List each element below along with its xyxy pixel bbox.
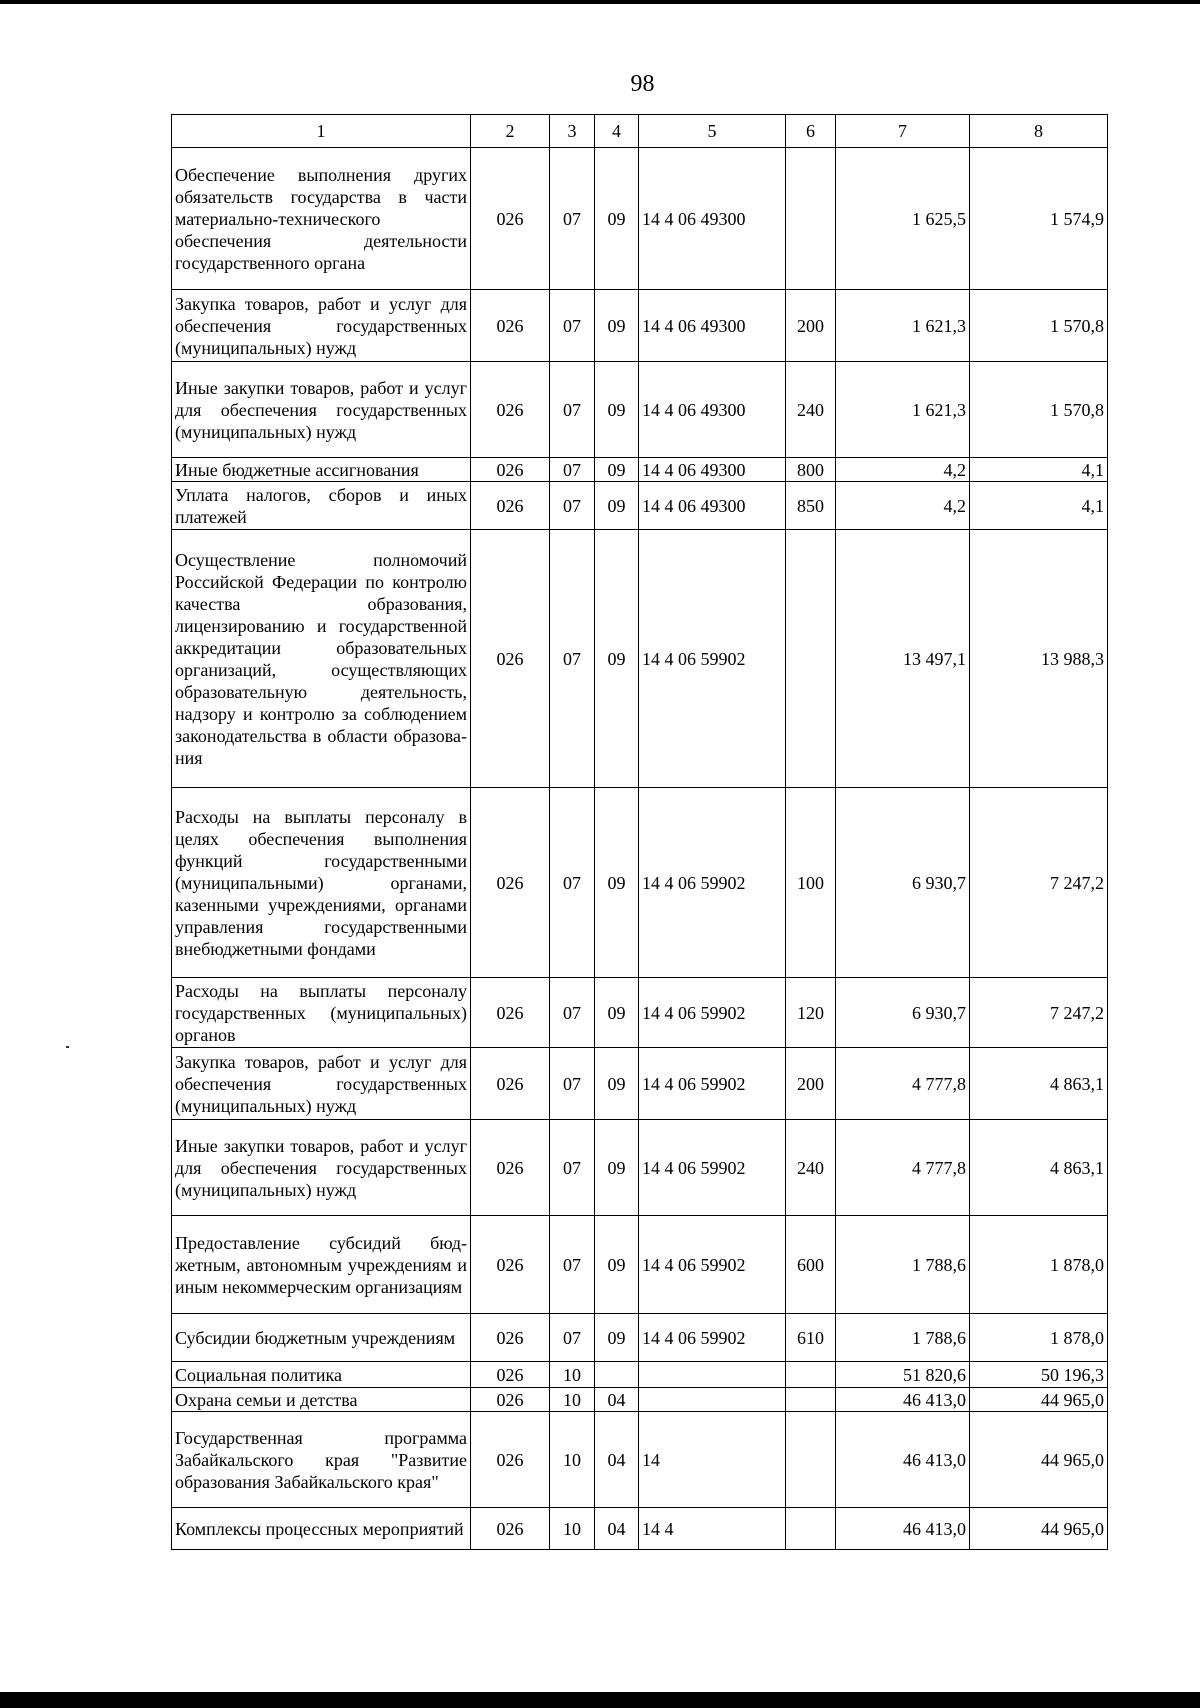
- table-body: [172, 115, 1108, 1550]
- subsection-code-cell: 09: [595, 1216, 639, 1314]
- amount-year2-cell: 4 863,1: [970, 1048, 1108, 1120]
- header-cell: 7: [836, 115, 970, 148]
- item-name-cell: Осуществление полномочий Российской Федерации по контролю качества образования, лицензированию и государственной аккредитации образовательных организаций, осуществляющих образовательную деятельность, надзору и контролю за соблюдением законодательства в области образования: [172, 530, 471, 788]
- subsection-code-cell: 04: [595, 1508, 639, 1550]
- header-cell: 3: [550, 115, 595, 148]
- item-name-cell: Закупка товаров, работ и услуг для обеспечения государственных (муниципальных) нужд: [172, 290, 471, 362]
- expense-type-cell: [786, 1362, 836, 1388]
- section-code-cell: 10: [550, 1388, 595, 1412]
- item-name-cell: Уплата налогов, сборов и иных платежей: [172, 482, 471, 530]
- item-name-cell: Иные закупки товаров, работ и услуг для обеспечения государственных (муниципальных) нужд: [172, 1120, 471, 1216]
- admin-code-cell: 026: [471, 1048, 550, 1120]
- table-row: [172, 1120, 1108, 1216]
- amount-year1-cell: 1 621,3: [836, 362, 970, 458]
- table-row: [172, 1314, 1108, 1362]
- table-row: [172, 1388, 1108, 1412]
- section-code-cell: 07: [550, 458, 595, 482]
- admin-code-cell: 026: [471, 148, 550, 290]
- amount-year2-cell: 13 988,3: [970, 530, 1108, 788]
- subsection-code-cell: 09: [595, 788, 639, 978]
- admin-code-cell: 026: [471, 1412, 550, 1508]
- admin-code-cell: 026: [471, 788, 550, 978]
- amount-year1-cell: 46 413,0: [836, 1508, 970, 1550]
- section-code-cell: 07: [550, 290, 595, 362]
- admin-code-cell: 026: [471, 1120, 550, 1216]
- amount-year1-cell: 4 777,8: [836, 1120, 970, 1216]
- amount-year2-cell: 4,1: [970, 458, 1108, 482]
- admin-code-cell: 026: [471, 458, 550, 482]
- target-article-cell: 14 4 06 59902: [639, 1048, 786, 1120]
- section-code-cell: 07: [550, 362, 595, 458]
- amount-year1-cell: 46 413,0: [836, 1412, 970, 1508]
- section-code-cell: 07: [550, 978, 595, 1048]
- expense-type-cell: 800: [786, 458, 836, 482]
- scan-edge-top: [0, 0, 1200, 4]
- section-code-cell: 07: [550, 788, 595, 978]
- target-article-cell: 14 4 06 49300: [639, 290, 786, 362]
- section-code-cell: 07: [550, 482, 595, 530]
- header-cell: 6: [786, 115, 836, 148]
- amount-year2-cell: 44 965,0: [970, 1388, 1108, 1412]
- amount-year1-cell: 6 930,7: [836, 788, 970, 978]
- expense-type-cell: 200: [786, 290, 836, 362]
- section-code-cell: 07: [550, 1120, 595, 1216]
- section-code-cell: 07: [550, 1314, 595, 1362]
- admin-code-cell: 026: [471, 978, 550, 1048]
- budget-table: [171, 114, 1108, 1550]
- item-name-cell: Государственная программа Забайкальского края "Развитие образования Забайкальского края": [172, 1412, 471, 1508]
- amount-year1-cell: 1 788,6: [836, 1314, 970, 1362]
- expense-type-cell: 600: [786, 1216, 836, 1314]
- expense-type-cell: [786, 1508, 836, 1550]
- item-name-cell: Предоставление субсидий бюджетным, автономным учреждениям и иным некоммерческим организациям: [172, 1216, 471, 1314]
- subsection-code-cell: 09: [595, 1314, 639, 1362]
- subsection-code-cell: 04: [595, 1388, 639, 1412]
- section-code-cell: 10: [550, 1508, 595, 1550]
- expense-type-cell: 610: [786, 1314, 836, 1362]
- amount-year1-cell: 51 820,6: [836, 1362, 970, 1388]
- expense-type-cell: 850: [786, 482, 836, 530]
- table-row: [172, 1048, 1108, 1120]
- subsection-code-cell: 09: [595, 1048, 639, 1120]
- admin-code-cell: 026: [471, 362, 550, 458]
- amount-year2-cell: 4,1: [970, 482, 1108, 530]
- expense-type-cell: 120: [786, 978, 836, 1048]
- subsection-code-cell: [595, 1362, 639, 1388]
- item-name-cell: Социальная политика: [172, 1362, 471, 1388]
- table-row: [172, 1412, 1108, 1508]
- amount-year1-cell: 4 777,8: [836, 1048, 970, 1120]
- item-name-cell: Субсидии бюджетным учреждениям: [172, 1314, 471, 1362]
- item-name-cell: Охрана семьи и детства: [172, 1388, 471, 1412]
- table-row: [172, 482, 1108, 530]
- expense-type-cell: [786, 1388, 836, 1412]
- amount-year2-cell: 7 247,2: [970, 788, 1108, 978]
- expense-type-cell: [786, 1412, 836, 1508]
- header-cell: 8: [970, 115, 1108, 148]
- amount-year2-cell: 1 570,8: [970, 290, 1108, 362]
- target-article-cell: [639, 1388, 786, 1412]
- expense-type-cell: [786, 148, 836, 290]
- header-row: [172, 115, 1108, 148]
- header-cell: 2: [471, 115, 550, 148]
- item-name-cell: Иные закупки товаров, работ и услуг для обеспечения государственных (муниципальных) нужд: [172, 362, 471, 458]
- target-article-cell: 14 4 06 49300: [639, 482, 786, 530]
- amount-year1-cell: 46 413,0: [836, 1388, 970, 1412]
- target-article-cell: [639, 1362, 786, 1388]
- amount-year2-cell: 44 965,0: [970, 1508, 1108, 1550]
- table-row: [172, 1362, 1108, 1388]
- target-article-cell: 14 4 06 59902: [639, 1314, 786, 1362]
- expense-type-cell: [786, 530, 836, 788]
- item-name-cell: Расходы на выплаты персоналу в целях обеспечения выполнения функций государственными (муниципальными) органами, казенными учреждениями, органами управления государственными внебюджетными фондами: [172, 788, 471, 978]
- scan-edge-bottom: [0, 1692, 1200, 1708]
- section-code-cell: 07: [550, 530, 595, 788]
- target-article-cell: 14 4 06 59902: [639, 1120, 786, 1216]
- amount-year2-cell: 50 196,3: [970, 1362, 1108, 1388]
- subsection-code-cell: 09: [595, 978, 639, 1048]
- admin-code-cell: 026: [471, 1388, 550, 1412]
- admin-code-cell: 026: [471, 530, 550, 788]
- amount-year2-cell: 1 878,0: [970, 1314, 1108, 1362]
- target-article-cell: 14 4: [639, 1508, 786, 1550]
- admin-code-cell: 026: [471, 1216, 550, 1314]
- scan-speck: [66, 1046, 69, 1048]
- admin-code-cell: 026: [471, 1508, 550, 1550]
- table-row: [172, 1216, 1108, 1314]
- subsection-code-cell: 09: [595, 458, 639, 482]
- expense-type-cell: 200: [786, 1048, 836, 1120]
- target-article-cell: 14: [639, 1412, 786, 1508]
- amount-year2-cell: 4 863,1: [970, 1120, 1108, 1216]
- amount-year1-cell: 1 788,6: [836, 1216, 970, 1314]
- target-article-cell: 14 4 06 59902: [639, 788, 786, 978]
- subsection-code-cell: 09: [595, 290, 639, 362]
- amount-year2-cell: 1 574,9: [970, 148, 1108, 290]
- target-article-cell: 14 4 06 49300: [639, 148, 786, 290]
- header-cell: 4: [595, 115, 639, 148]
- amount-year1-cell: 1 625,5: [836, 148, 970, 290]
- amount-year1-cell: 6 930,7: [836, 978, 970, 1048]
- table-row: [172, 290, 1108, 362]
- target-article-cell: 14 4 06 59902: [639, 1216, 786, 1314]
- section-code-cell: 07: [550, 1216, 595, 1314]
- table-row: [172, 788, 1108, 978]
- item-name-cell: Закупка товаров, работ и услуг для обеспечения государственных (муниципальных) нужд: [172, 1048, 471, 1120]
- admin-code-cell: 026: [471, 1362, 550, 1388]
- item-name-cell: Комплексы процессных мероприятий: [172, 1508, 471, 1550]
- expense-type-cell: 100: [786, 788, 836, 978]
- amount-year1-cell: 4,2: [836, 482, 970, 530]
- subsection-code-cell: 09: [595, 482, 639, 530]
- subsection-code-cell: 04: [595, 1412, 639, 1508]
- admin-code-cell: 026: [471, 1314, 550, 1362]
- header-cell: 5: [639, 115, 786, 148]
- subsection-code-cell: 09: [595, 1120, 639, 1216]
- table-row: [172, 530, 1108, 788]
- admin-code-cell: 026: [471, 290, 550, 362]
- target-article-cell: 14 4 06 49300: [639, 362, 786, 458]
- item-name-cell: Расходы на выплаты персоналу государственных (муниципальных) органов: [172, 978, 471, 1048]
- item-name-cell: Иные бюджетные ассигнования: [172, 458, 471, 482]
- section-code-cell: 10: [550, 1362, 595, 1388]
- table-row: [172, 148, 1108, 290]
- section-code-cell: 07: [550, 1048, 595, 1120]
- target-article-cell: 14 4 06 59902: [639, 978, 786, 1048]
- table-row: [172, 978, 1108, 1048]
- section-code-cell: 07: [550, 148, 595, 290]
- item-name-cell: Обеспечение выполнения других обязательств государства в части материально-технического обеспечения деятельности государственного органа: [172, 148, 471, 290]
- amount-year1-cell: 13 497,1: [836, 530, 970, 788]
- table-row: [172, 458, 1108, 482]
- amount-year1-cell: 1 621,3: [836, 290, 970, 362]
- header-cell: 1: [172, 115, 471, 148]
- target-article-cell: 14 4 06 59902: [639, 530, 786, 788]
- amount-year2-cell: 7 247,2: [970, 978, 1108, 1048]
- amount-year2-cell: 44 965,0: [970, 1412, 1108, 1508]
- subsection-code-cell: 09: [595, 530, 639, 788]
- amount-year2-cell: 1 570,8: [970, 362, 1108, 458]
- expense-type-cell: 240: [786, 362, 836, 458]
- section-code-cell: 10: [550, 1412, 595, 1508]
- table-row: [172, 1508, 1108, 1550]
- subsection-code-cell: 09: [595, 148, 639, 290]
- subsection-code-cell: 09: [595, 362, 639, 458]
- table-row: [172, 362, 1108, 458]
- target-article-cell: 14 4 06 49300: [639, 458, 786, 482]
- expense-type-cell: 240: [786, 1120, 836, 1216]
- amount-year1-cell: 4,2: [836, 458, 970, 482]
- admin-code-cell: 026: [471, 482, 550, 530]
- page-number: 98: [630, 71, 655, 97]
- amount-year2-cell: 1 878,0: [970, 1216, 1108, 1314]
